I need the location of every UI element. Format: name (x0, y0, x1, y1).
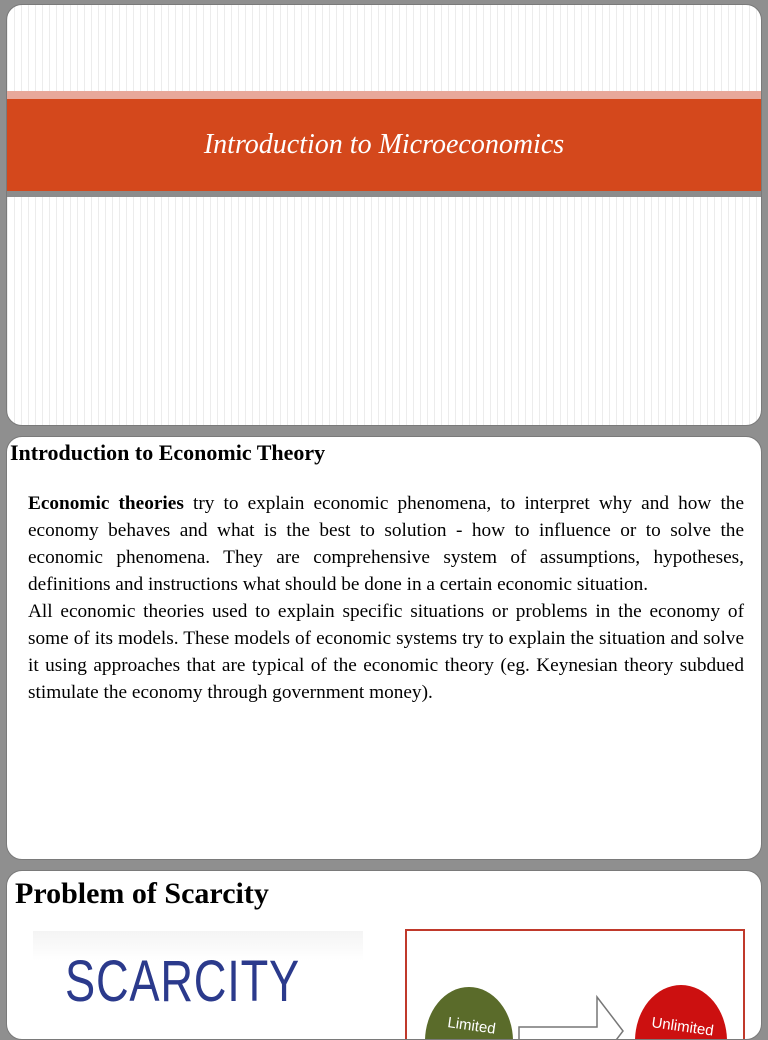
paragraph-1-text: try to explain economic phenomena, to interpret why and how the economy behaves and what is the best to solution - how to influence or to solve the economic phenomena. They are comprehensive system of assumptions, hypotheses, definitions and instructions what should be done in a certain economic situation. (28, 493, 745, 595)
title-band-top (7, 91, 761, 99)
limited-label: Limited (446, 1014, 497, 1038)
paragraph-1 (28, 490, 744, 598)
title-slide (6, 4, 762, 426)
slide-body (28, 490, 744, 706)
scarcity-diagram (405, 929, 745, 1040)
slide-heading: Introduction to Economic Theory (10, 440, 326, 465)
bold-term: Economic theories (28, 493, 184, 514)
title-band-bottom (7, 191, 761, 197)
scarcity-slide (6, 870, 762, 1040)
paragraph-2: All economic theories used to explain specific situations or problems in the economy of some of its models. These models of economic systems try to explain the situation and solve it using approaches that are typical of the economic theory (eg. Keynesian theory subdued stimulate the economy through government money). (28, 601, 744, 703)
slide-title: Introduction to Microeconomics (203, 129, 565, 160)
title-band (7, 99, 761, 191)
arrow-shape (519, 997, 623, 1040)
slide-heading: Problem of Scarcity (15, 877, 269, 910)
economic-theory-slide (6, 436, 762, 860)
scarcity-image-text: SCARCITY (65, 949, 300, 1014)
unlimited-label: Unlimited (650, 1014, 715, 1040)
